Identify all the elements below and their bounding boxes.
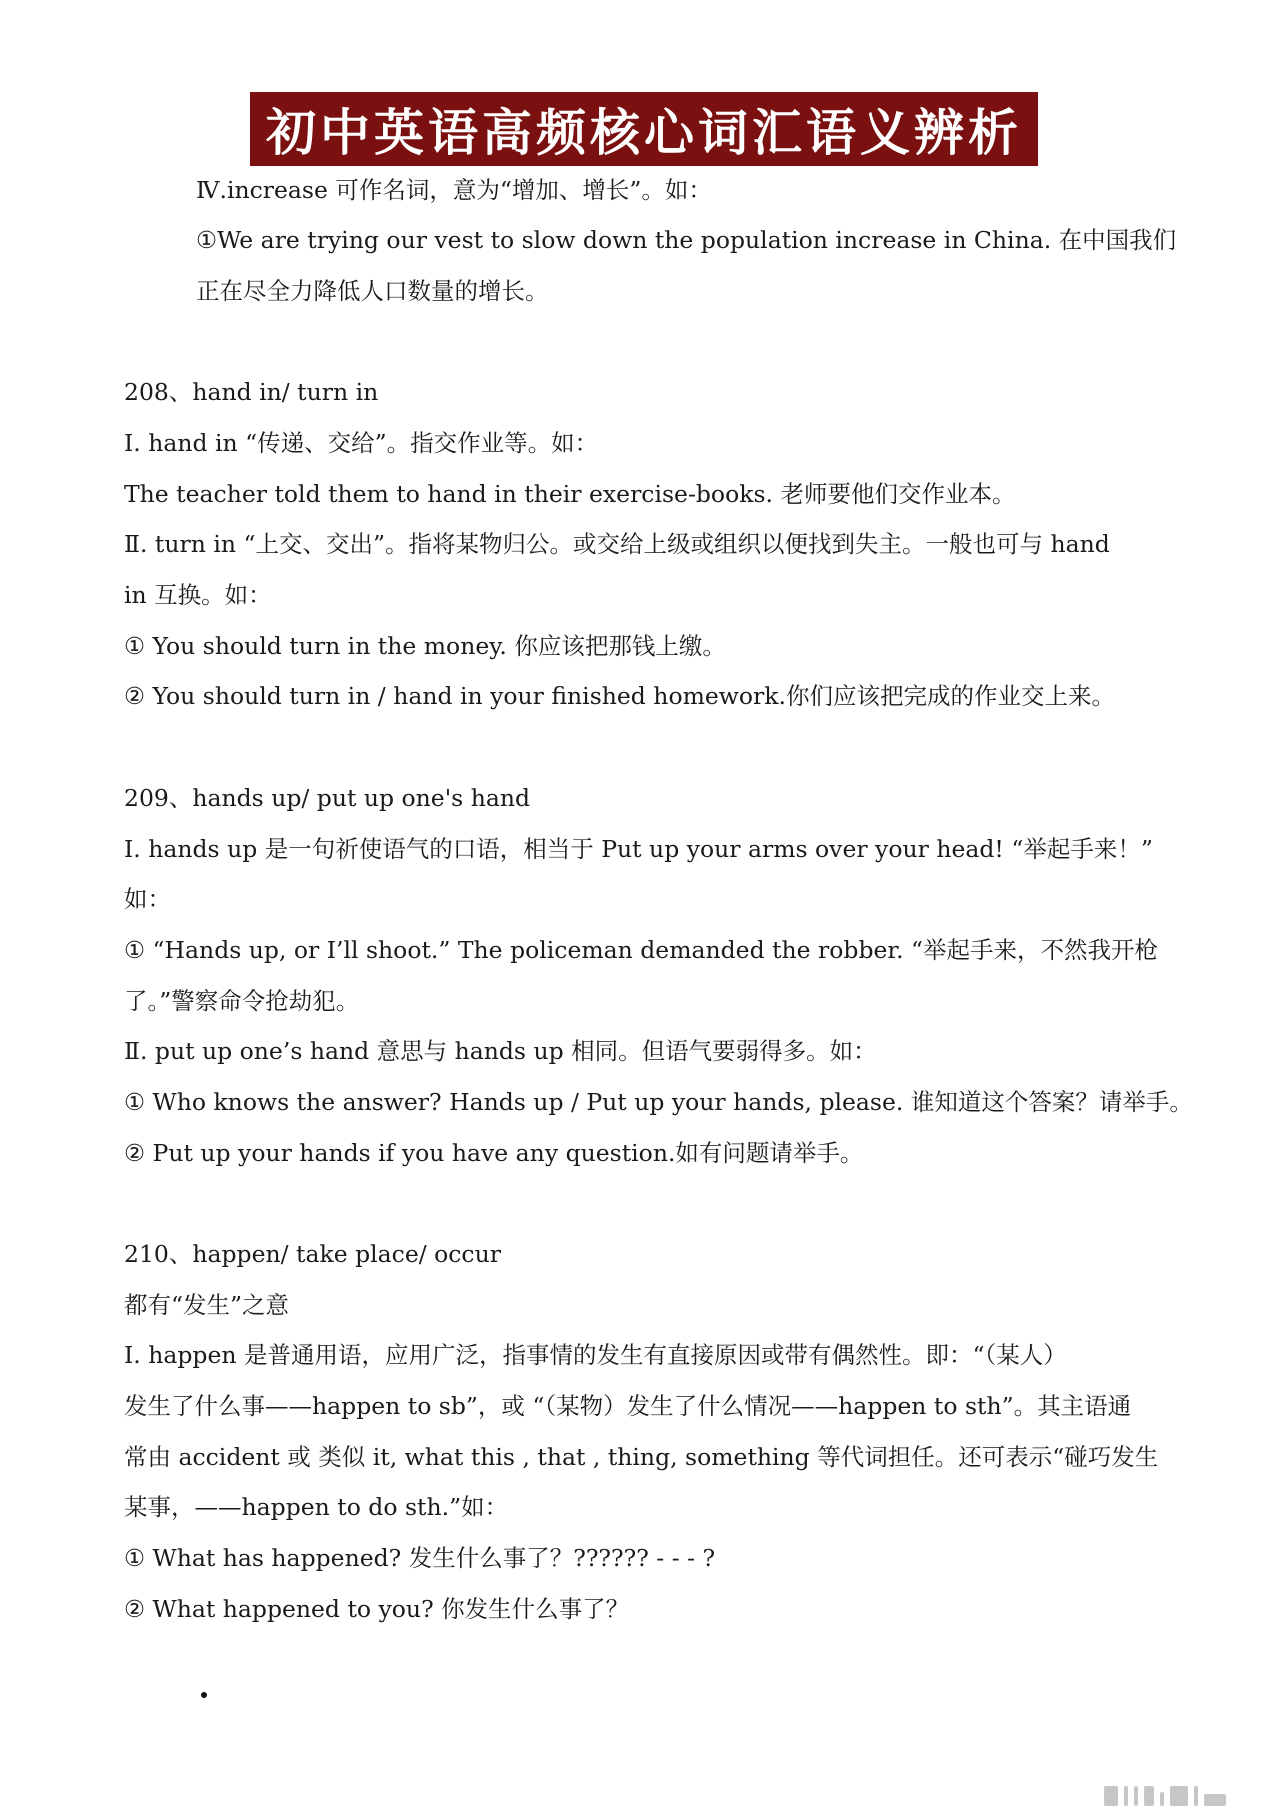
section-heading: 208、hand in/ turn in	[124, 378, 379, 406]
text-line: Ⅰ. hands up 是一句祈使语气的口语，相当于 Put up your arms over your head! “举起手来！”	[124, 835, 1153, 863]
text-line: 正在尽全力降低人口数量的增长。	[196, 277, 549, 305]
text-line: 发生了什么事——happen to sb”，或 “（某物）发生了什么情况——happen to sth”。其主语通	[124, 1392, 1132, 1420]
text-line: 都有“发生”之意	[124, 1291, 290, 1319]
text-line: The teacher told them to hand in their exercise-books. 老师要他们交作业本。	[124, 480, 1016, 508]
section-heading: 209、hands up/ put up one's hand	[124, 784, 531, 812]
example-line: ① Who knows the answer? Hands up / Put up your hands, please. 谁知道这个答案？请举手。	[124, 1088, 1193, 1116]
text-line: Ⅰ. hand in “传递、交给”。指交作业等。如：	[124, 429, 599, 457]
text-line: Ⅰ. happen 是普通用语，应用广泛，指事情的发生有直接原因或带有偶然性。即：“（某人）	[124, 1341, 1067, 1369]
title-banner	[250, 92, 1038, 166]
text-line: 某事，——happen to do sth.”如：	[124, 1493, 509, 1521]
page-title: 初中英语高频核心词汇语义辨析	[266, 104, 1022, 162]
example-line: ② Put up your hands if you have any question.如有问题请举手。	[124, 1139, 864, 1167]
watermark	[1104, 1784, 1262, 1806]
example-line: ① “Hands up, or I’ll shoot.” The policeman demanded the robber. “举起手来，不然我开枪	[124, 936, 1159, 964]
example-line: ② What happened to you? 你发生什么事了？	[124, 1595, 630, 1623]
text-line: Ⅱ. put up one’s hand 意思与 hands up 相同。但语气要弱得多。如：	[124, 1037, 877, 1065]
text-line: 常由 accident 或 类似 it, what this , that , thing, something 等代词担任。还可表示“碰巧发生	[124, 1443, 1159, 1471]
example-line: 了。”警察命令抢劫犯。	[124, 987, 360, 1015]
text-line: 如：	[124, 885, 171, 913]
example-line: ② You should turn in / hand in your finished homework.你们应该把完成的作业交上来。	[124, 682, 1115, 710]
example-line: ① What has happened? 发生什么事了？?????? - - - ?	[124, 1544, 716, 1572]
text-line: Ⅱ. turn in “上交、交出”。指将某物归公。或交给上级或组织以便找到失主。一般也可与 hand	[124, 530, 1110, 558]
text-line: ①We are trying our vest to slow down the population increase in China. 在中国我们	[196, 226, 1177, 254]
example-line: ① You should turn in the money. 你应该把那钱上缴。	[124, 632, 726, 660]
bullet-dot	[201, 1692, 207, 1698]
text-line: Ⅳ.increase 可作名词，意为“增加、增长”。如：	[196, 176, 712, 204]
text-line: in 互换。如：	[124, 581, 272, 609]
section-heading: 210、happen/ take place/ occur	[124, 1240, 501, 1268]
